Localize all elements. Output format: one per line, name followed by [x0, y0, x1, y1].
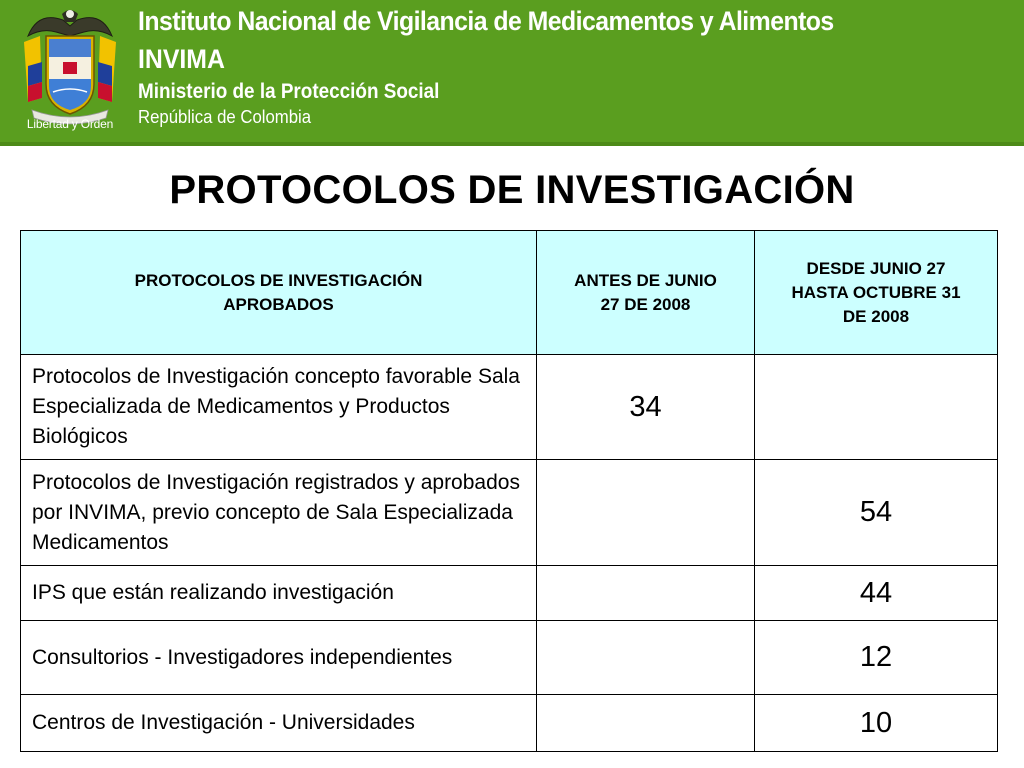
header-divider [0, 142, 1024, 146]
table-row [21, 460, 998, 566]
column-header-label: PROTOCOLOS DE INVESTIGACIÓN APROBADOS [134, 270, 423, 314]
row-value-after: 54 [755, 460, 998, 566]
row-value-before [537, 621, 755, 695]
crest-motto: Libertad y Orden [26, 117, 114, 131]
row-value-after: 10 [755, 695, 998, 752]
row-value-before: 34 [537, 355, 755, 460]
table-row [21, 566, 998, 621]
column-header-label: ANTES DE JUNIO 27 DE 2008 [574, 270, 717, 314]
table-row [21, 621, 998, 695]
table-header-row [21, 231, 998, 355]
row-value-after: 12 [755, 621, 998, 695]
row-description: Protocolos de Investigación concepto favorable Sala Especializada de Medicamentos y Productos Biológicos [21, 355, 537, 460]
row-description: Protocolos de Investigación registrados y aprobados por INVIMA, previo concepto de Sala Especializada Medicamentos [21, 460, 537, 566]
row-value-before [537, 460, 755, 566]
row-value-before [537, 695, 755, 752]
republic-name: República de Colombia [138, 107, 312, 127]
column-header-label: DESDE JUNIO 27 HASTA OCTUBRE 31 DE 2008 [791, 258, 961, 326]
column-header-protocols [21, 231, 537, 355]
row-value-after: 44 [755, 566, 998, 621]
ministry-name: Ministerio de la Protección Social [138, 80, 440, 103]
table-row [21, 695, 998, 752]
row-value-after [755, 355, 998, 460]
row-description: Centros de Investigación - Universidades [21, 695, 537, 752]
column-header-before [537, 231, 755, 355]
header-banner [0, 0, 1024, 146]
row-value-before [537, 566, 755, 621]
institution-abbreviation: INVIMA [138, 44, 225, 74]
row-description: IPS que están realizando investigación [21, 566, 537, 621]
column-header-after [755, 231, 998, 355]
row-description: Consultorios - Investigadores independientes [21, 621, 537, 695]
table-row [21, 355, 998, 460]
page-title: PROTOCOLOS DE INVESTIGACIÓN [169, 168, 855, 212]
institution-name: Instituto Nacional de Vigilancia de Medicamentos y Alimentos [138, 6, 834, 36]
protocols-table [20, 230, 998, 752]
